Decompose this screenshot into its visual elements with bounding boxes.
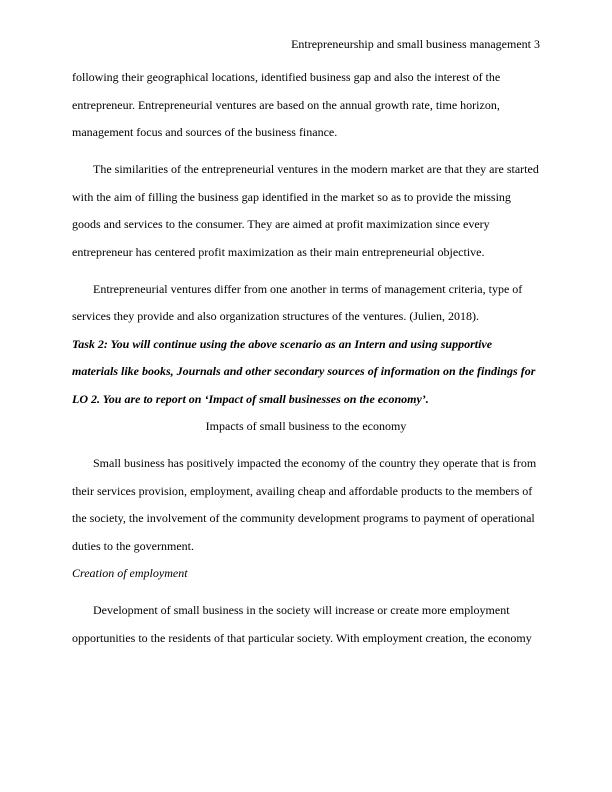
document-body — [72, 64, 540, 652]
section-title: Impacts of small business to the economy — [205, 419, 407, 433]
running-header: Entrepreneurship and small business management 3 — [291, 37, 540, 51]
task-instruction: Task 2: You will continue using the above scenario as an Intern and using supportive materials like books, Journals and other secondary sources of information on the findings for LO 2. You are to report on ‘Impact of small businesses on the economy’. — [72, 336, 536, 406]
paragraph-employment: Development of small business in the society will increase or create more employment opportunities to the residents of that particular society. With employment creation, the economy — [72, 603, 532, 645]
paragraph-continuation: following their geographical locations, identified business gap and also the interest of the entrepreneur. Entrepreneurial ventures are based on the annual growth rate, time horizon, management focus and sources of the business finance. — [72, 70, 501, 139]
paragraph-differences: Entrepreneurial ventures differ from one another in terms of management criteria, type of services they provide and also organization structures of the ventures. (Julien, 2018). — [72, 281, 523, 323]
paragraph-similarities: The similarities of the entrepreneurial ventures in the modern market are that they are started with the aim of filling the business gap identified in the market so as to provide the missing goods and services to the consumer. They are aimed at profit maximization since every entrepreneur has centered profit maximization as their main entrepreneurial objective. — [72, 162, 539, 259]
paragraph-impacts: Small business has positively impacted the economy of the country they operate that is from their services provision, employment, availing cheap and affordable products to the members of the society, the involvement of the community development programs to payment of operational duties to the government. — [72, 456, 537, 553]
subheading-employment: Creation of employment — [72, 566, 188, 580]
